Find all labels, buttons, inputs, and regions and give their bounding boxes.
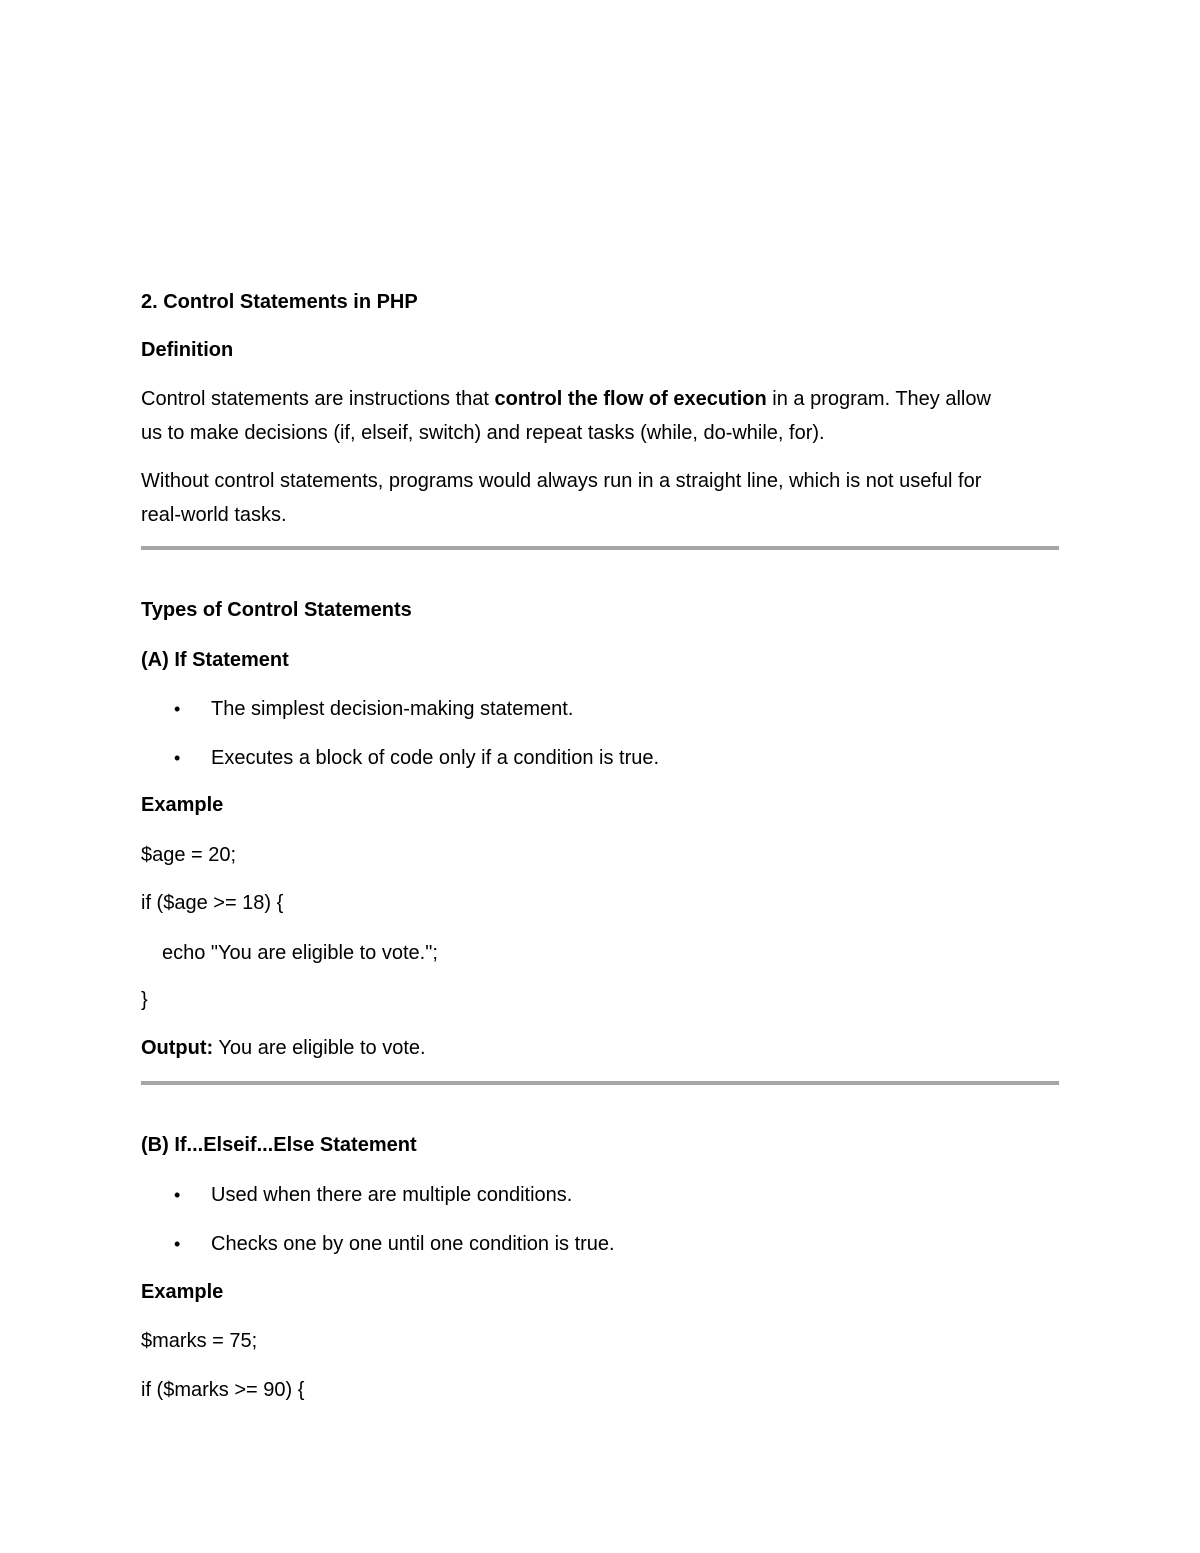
definition-heading: Definition — [141, 339, 234, 361]
horizontal-divider — [141, 1081, 1059, 1085]
code-line: } — [141, 989, 148, 1011]
code-line: $marks = 75; — [141, 1330, 258, 1352]
code-line: $age = 20; — [141, 844, 237, 866]
definition-paragraph-line-2: us to make decisions (if, elseif, switch) and repeat tasks (while, do-while, for). — [141, 422, 825, 444]
elseif-statement-heading: (B) If...Elseif...Else Statement — [141, 1134, 417, 1156]
definition-text-part-2: in a program. They allow — [766, 388, 991, 410]
list-item: Executes a block of code only if a condition is true. — [211, 747, 660, 769]
list-item: The simplest decision-making statement. — [211, 698, 574, 720]
list-item: Checks one by one until one condition is true. — [211, 1233, 615, 1255]
definition-paragraph-line-1 — [141, 387, 991, 411]
bullet-icon: • — [174, 1234, 181, 1254]
output-label: Output: — [141, 1037, 214, 1059]
horizontal-divider — [141, 546, 1059, 550]
output-line — [141, 1036, 426, 1060]
output-text: You are eligible to vote. — [213, 1037, 426, 1059]
example-heading: Example — [141, 794, 224, 816]
bullet-icon: • — [174, 699, 181, 719]
code-line: echo "You are eligible to vote."; — [162, 942, 438, 964]
definition-text-part-1: Control statements are instructions that — [141, 388, 495, 410]
types-heading: Types of Control Statements — [141, 599, 412, 621]
definition-paragraph-2-line-1: Without control statements, programs would always run in a straight line, which is not useful for — [141, 470, 982, 492]
bullet-icon: • — [174, 748, 181, 768]
code-line: if ($marks >= 90) { — [141, 1379, 305, 1401]
example-heading: Example — [141, 1281, 224, 1303]
definition-emphasis: control the flow of execution — [494, 388, 767, 410]
code-line: if ($age >= 18) { — [141, 892, 284, 914]
definition-paragraph-2-line-2: real-world tasks. — [141, 504, 287, 526]
section-title: 2. Control Statements in PHP — [141, 291, 418, 313]
bullet-icon: • — [174, 1185, 181, 1205]
if-statement-heading: (A) If Statement — [141, 649, 289, 671]
list-item: Used when there are multiple conditions. — [211, 1184, 573, 1206]
